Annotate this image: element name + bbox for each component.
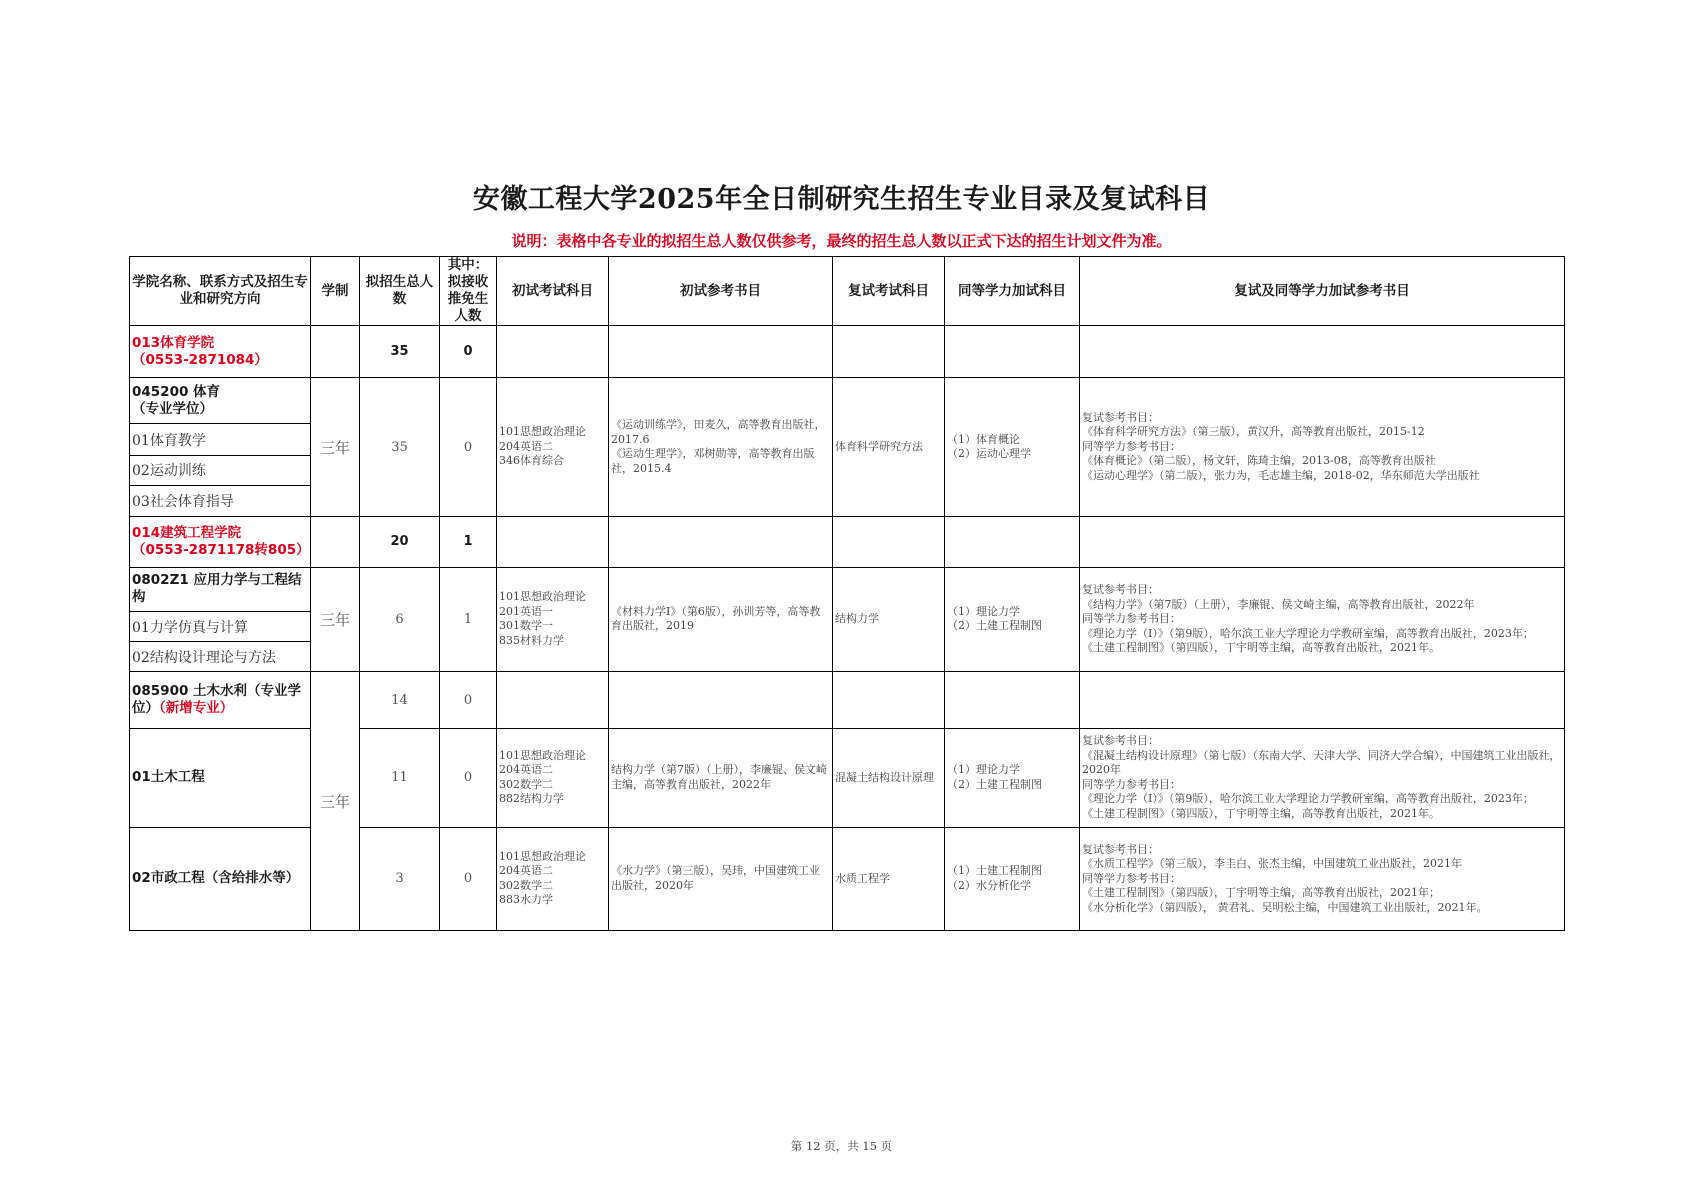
header-duration: 学制: [311, 257, 360, 326]
empty-cell: [497, 326, 609, 378]
header-retest: 复试考试科目: [833, 257, 945, 326]
first-books-cell: 《材料力学I》（第6版），孙训芳等，高等教育出版社，2019: [609, 567, 833, 671]
major-name: 085900 土木水利（专业学位）: [132, 683, 302, 717]
exempt-cell: 0: [440, 827, 497, 930]
retest-cell: 体育科学研究方法: [833, 378, 945, 516]
major-type: （专业学位）: [132, 400, 213, 417]
major-row: [130, 378, 1565, 424]
duration-cell: 三年: [311, 378, 360, 516]
empty-cell: [945, 326, 1080, 378]
empty-cell: [1080, 516, 1565, 567]
catalog-table: [129, 256, 1565, 931]
page-title: 安徽工程大学2025年全日制研究生招生专业目录及复试科目: [472, 184, 1211, 215]
college-exempt: 1: [440, 516, 497, 567]
empty-cell: [609, 672, 833, 729]
exempt-cell: 1: [440, 567, 497, 671]
header-plan: 拟招生总人数: [360, 257, 440, 326]
plan-cell: 6: [360, 567, 440, 671]
college-row: [130, 516, 1565, 567]
duration-cell: 三年: [311, 672, 360, 931]
first-books-cell: 结构力学（第7版）（上册），李廉锟、侯文崎主编，高等教育出版社，2022年: [609, 729, 833, 827]
college-name: 014建筑工程学院: [132, 524, 242, 541]
new-major-tag: （新增专业）: [159, 700, 234, 717]
college-plan: 20: [360, 516, 440, 567]
page-note: 说明：表格中各专业的拟招生总人数仅供参考，最终的招生总人数以正式下达的招生计划文件为准。: [511, 232, 1172, 250]
major-row: [130, 672, 1565, 729]
empty-cell: [311, 326, 360, 378]
empty-cell: [497, 516, 609, 567]
empty-cell: [833, 672, 945, 729]
empty-cell: [1080, 672, 1565, 729]
empty-cell: [833, 326, 945, 378]
direction-name: 02结构设计理论与方法: [130, 642, 311, 672]
college-exempt: 0: [440, 326, 497, 378]
equiv-cell: （1）土建工程制图 （2）水分析化学: [945, 827, 1080, 930]
retest-cell: 混凝土结构设计原理: [833, 729, 945, 827]
header-retest-books: 复试及同等学力加试参考书目: [1080, 257, 1565, 326]
header-exempt: 其中：拟接收推免生人数: [440, 257, 497, 326]
retest-books-cell: 复试参考书目： 《混凝土结构设计原理》（第七版）（东南大学、天津大学、同济大学合编），中国建筑工业出版社，2020年 同等学力参考书目： 《理论力学（I）》（第9版），哈尔滨工业大学理论力学教研室编，高等教育出版社，2023年； 《土建工程制图》（第四版），丁宇明等主编，高等教育出版社，2021年。: [1080, 729, 1565, 827]
major-name: 0802Z1 应用力学与工程结构: [130, 567, 311, 611]
college-phone: （0553-2871084）: [132, 351, 268, 368]
empty-cell: [311, 516, 360, 567]
retest-cell: 水质工程学: [833, 827, 945, 930]
empty-cell: [609, 516, 833, 567]
plan-cell: 35: [360, 378, 440, 516]
header-first-exam: 初试考试科目: [497, 257, 609, 326]
first-exam-cell: 101思想政治理论 204英语二 346体育综合: [497, 378, 609, 516]
direction-name: 02市政工程（含给排水等）: [130, 827, 311, 930]
plan-cell: 11: [360, 729, 440, 827]
major-name-cell: [130, 672, 311, 729]
first-exam-cell: 101思想政治理论 201英语一 301数学一 835材料力学: [497, 567, 609, 671]
retest-books-cell: 复试参考书目： 《体育科学研究方法》（第三版），黄汉升，高等教育出版社，2015-12 同等学力参考书目： 《体育概论》（第二版），杨文轩，陈琦主编，2013-08，高等教育出版社 《运动心理学》（第二版），张力为，毛志雄主编，2018-02，华东师范大学出版社: [1080, 378, 1565, 516]
major-name-cell: [130, 378, 311, 424]
header-equiv: 同等学力加试科目: [945, 257, 1080, 326]
college-name: 013体育学院: [132, 334, 215, 351]
plan-cell: 3: [360, 827, 440, 930]
major-row: [130, 567, 1565, 611]
equiv-cell: （1）体育概论 （2）运动心理学: [945, 378, 1080, 516]
empty-cell: [945, 516, 1080, 567]
duration-cell: 三年: [311, 567, 360, 671]
header-first-books: 初试参考书目: [609, 257, 833, 326]
retest-books-cell: 复试参考书目： 《结构力学》（第7版）（上册），李廉锟、侯文崎主编，高等教育出版社，2022年 同等学力参考书目： 《理论力学（I）》（第9版），哈尔滨工业大学理论力学教研室编，高等教育出版社，2023年； 《土建工程制图》（第四版），丁宇明等主编，高等教育出版社，2021年。: [1080, 567, 1565, 671]
direction-name: 01土木工程: [130, 729, 311, 827]
college-name-cell: [130, 516, 311, 567]
equiv-cell: （1）理论力学 （2）土建工程制图: [945, 729, 1080, 827]
empty-cell: [497, 672, 609, 729]
header-row: [130, 257, 1565, 326]
direction-name: 02运动训练: [130, 455, 311, 485]
plan-cell: 14: [360, 672, 440, 729]
exempt-cell: 0: [440, 729, 497, 827]
empty-cell: [945, 672, 1080, 729]
retest-books-cell: 复试参考书目： 《水质工程学》（第三版），李圭白、张杰主编，中国建筑工业出版社，2021年 同等学力参考书目： 《土建工程制图》（第四版），丁宇明等主编，高等教育出版社，2021年； 《水分析化学》（第四版）， 黄君礼、吴明松主编，中国建筑工业出版社，2021年。: [1080, 827, 1565, 930]
first-exam-cell: 101思想政治理论 204英语二 302数学二 882结构力学: [497, 729, 609, 827]
equiv-cell: （1）理论力学 （2）土建工程制图: [945, 567, 1080, 671]
retest-cell: 结构力学: [833, 567, 945, 671]
empty-cell: [1080, 326, 1565, 378]
first-books-cell: 《运动训练学》，田麦久，高等教育出版社，2017.6 《运动生理学》，邓树勋等，高等教育出版社，2015.4: [609, 378, 833, 516]
first-books-cell: 《水力学》（第三版），吴玮，中国建筑工业出版社，2020年: [609, 827, 833, 930]
college-phone: （0553-2871178转805）: [132, 541, 310, 558]
header-college: 学院名称、联系方式及招生专业和研究方向: [130, 257, 311, 326]
exempt-cell: 0: [440, 672, 497, 729]
empty-cell: [609, 326, 833, 378]
direction-name: 01力学仿真与计算: [130, 611, 311, 641]
exempt-cell: 0: [440, 378, 497, 516]
first-exam-cell: 101思想政治理论 204英语二 302数学二 883水力学: [497, 827, 609, 930]
college-row: [130, 326, 1565, 378]
direction-name: 01体育教学: [130, 424, 311, 455]
direction-name: 03社会体育指导: [130, 485, 311, 516]
page-footer: 第 12 页，共 15 页: [790, 1139, 893, 1153]
major-name: 045200 体育: [132, 383, 221, 400]
empty-cell: [833, 516, 945, 567]
college-name-cell: [130, 326, 311, 378]
college-plan: 35: [360, 326, 440, 378]
